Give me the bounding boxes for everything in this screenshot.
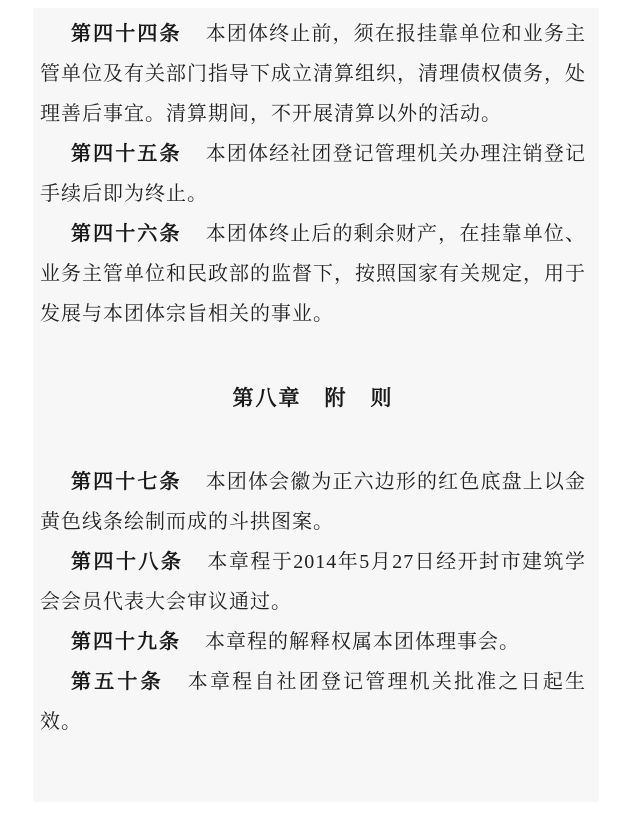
chapter-heading: 第八章 附 则 <box>232 386 394 410</box>
article-paragraph-44 <box>40 14 586 134</box>
article-text: 本团体会徽为正六边形的红色底盘上以金黄色线条绘制而成的斗拱图案。 <box>40 471 587 533</box>
article-paragraph-48 <box>40 542 586 622</box>
article-text: 本章程的解释权属本团体理事会。 <box>205 631 520 653</box>
article-text: 本章程于2014年5月27日经开封市建筑学会会员代表大会审议通过。 <box>40 551 587 613</box>
article-paragraph-49 <box>40 622 586 662</box>
article-number-label: 第四十八条 <box>71 551 184 573</box>
article-number-label: 第四十四条 <box>71 23 182 45</box>
article-number-label: 第四十七条 <box>71 471 182 493</box>
article-number-label: 第五十条 <box>71 671 164 693</box>
article-text: 本章程自社团登记管理机关批准之日起生效。 <box>40 671 587 733</box>
article-text: 本团体经社团登记管理机关办理注销登记手续后即为终止。 <box>40 143 587 205</box>
article-number-label: 第四十六条 <box>71 223 182 245</box>
document-page <box>33 8 599 802</box>
article-number-label: 第四十五条 <box>71 143 182 165</box>
article-paragraph-50 <box>40 662 586 742</box>
article-text: 本团体终止前，须在报挂靠单位和业务主管单位及有关部门指导下成立清算组织，清理债权债务，处理善后事宜。清算期间，不开展清算以外的活动。 <box>40 23 587 125</box>
article-number-label: 第四十九条 <box>71 631 181 653</box>
article-paragraph-47 <box>40 462 586 542</box>
article-text: 本团体终止后的剩余财产，在挂靠单位、业务主管单位和民政部的监督下，按照国家有关规定，用于发展与本团体宗旨相关的事业。 <box>40 223 587 325</box>
article-paragraph-45 <box>40 134 586 214</box>
article-paragraph-46 <box>40 214 586 334</box>
